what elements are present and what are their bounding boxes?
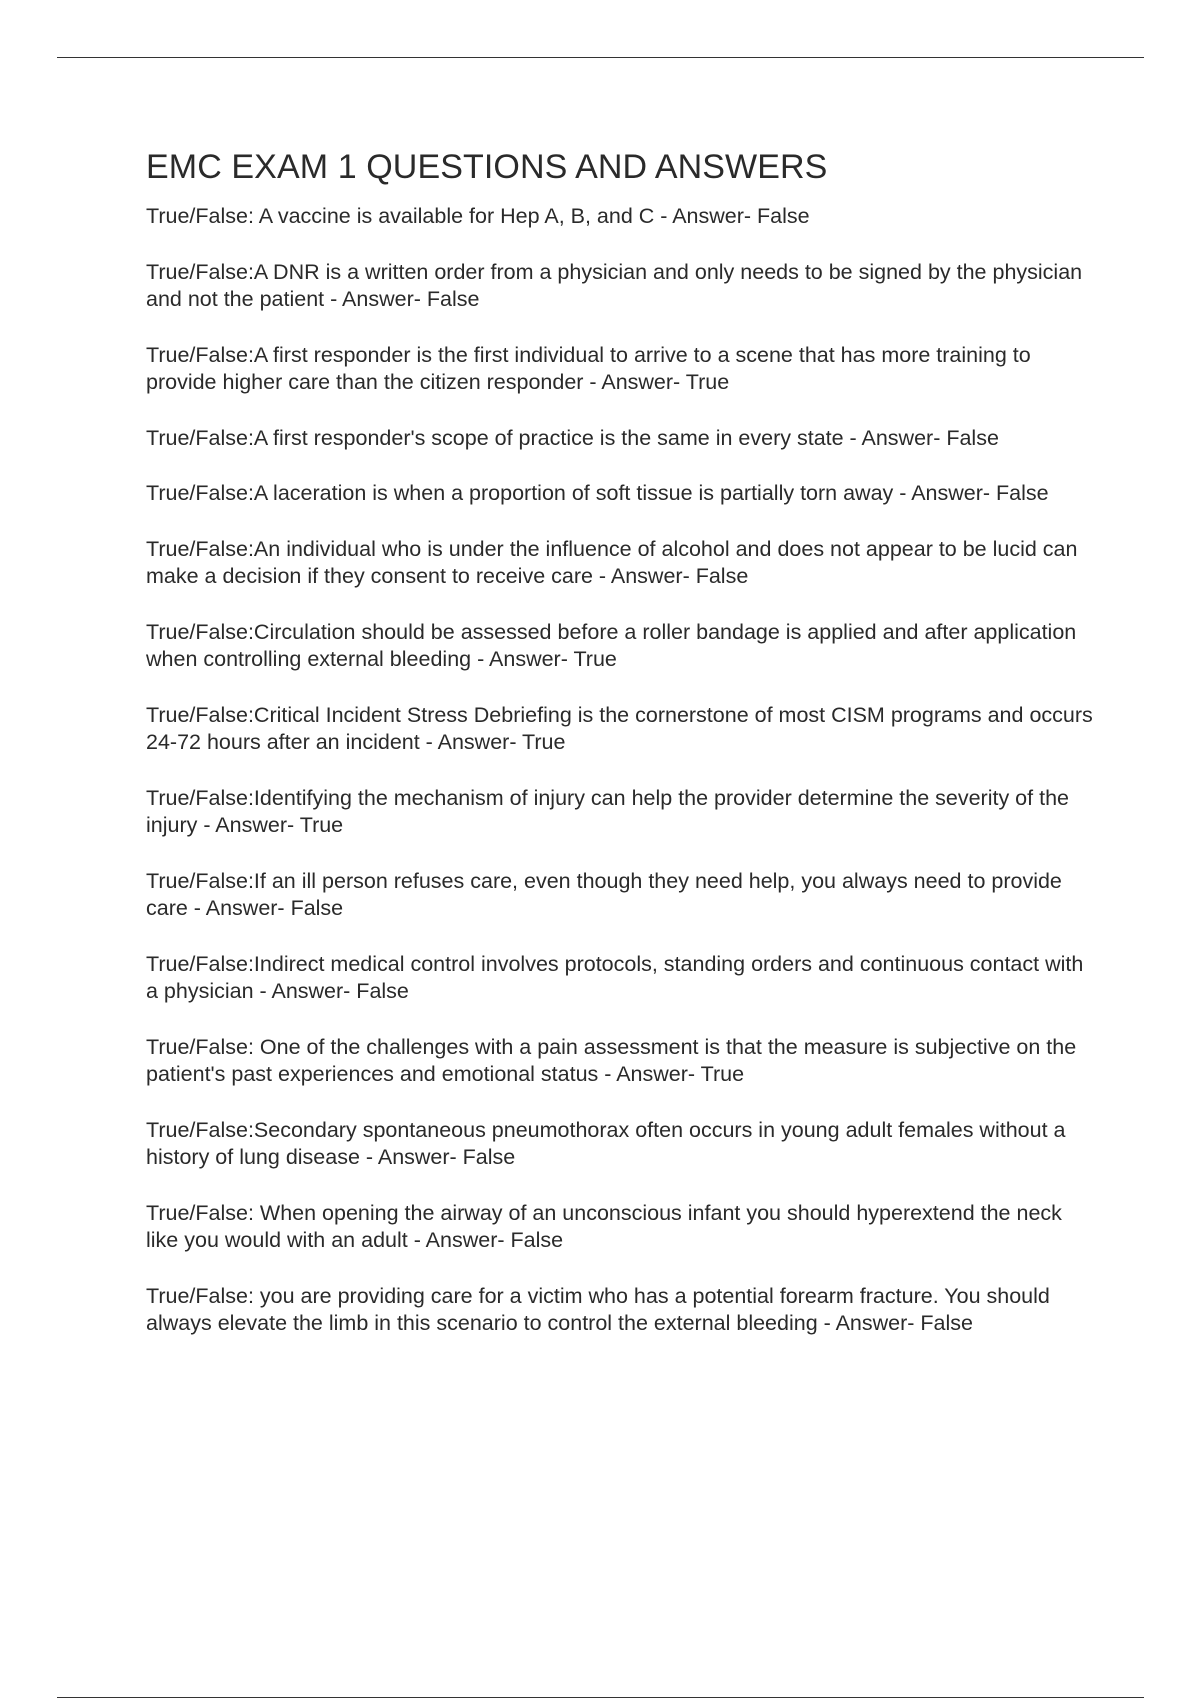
question-list (146, 203, 1096, 1338)
question-item: True/False:Circulation should be assessed before a roller bandage is applied and after application when controlling external bleeding - Answer- True (146, 619, 1077, 671)
question-item: True/False:Secondary spontaneous pneumothorax often occurs in young adult females without a history of lung disease - Answer- False (146, 1117, 1066, 1169)
top-divider (57, 57, 1144, 58)
question-item: True/False:Critical Incident Stress Debriefing is the cornerstone of most CISM programs and occurs 24-72 hours after an incident - Answer- True (146, 702, 1093, 754)
question-item: True/False:A laceration is when a proportion of soft tissue is partially torn away - Answer- False (146, 481, 1049, 505)
document-body (146, 143, 1096, 1366)
question-item: True/False: A vaccine is available for Hep A, B, and C - Answer- False (146, 204, 810, 228)
question-item: True/False:If an ill person refuses care, even though they need help, you always need to provide care - Answer- False (146, 868, 1062, 920)
question-item: True/False: you are providing care for a victim who has a potential forearm fracture. You should always elevate the limb in this scenario to control the external bleeding - Answer- False (146, 1283, 1050, 1335)
question-item: True/False:A first responder is the first individual to arrive to a scene that has more training to provide higher care than the citizen responder - Answer- True (146, 342, 1031, 394)
question-item: True/False:A first responder's scope of practice is the same in every state - Answer- False (146, 425, 999, 450)
bottom-divider (57, 1697, 1144, 1698)
question-item: True/False:Identifying the mechanism of injury can help the provider determine the severity of the injury - Answer- True (146, 785, 1069, 837)
question-item: True/False: One of the challenges with a pain assessment is that the measure is subjective on the patient's past experiences and emotional status - Answer- True (146, 1034, 1077, 1086)
question-item: True/False: When opening the airway of an unconscious infant you should hyperextend the neck like you would with an adult - Answer- False (146, 1200, 1062, 1252)
question-item: True/False:A DNR is a written order from a physician and only needs to be signed by the physician and not the patient - Answer- False (146, 259, 1083, 311)
document-title: EMC EXAM 1 QUESTIONS AND ANSWERS (146, 148, 828, 186)
question-item: True/False:An individual who is under the influence of alcohol and does not appear to be lucid can make a decision if they consent to receive care - Answer- False (146, 536, 1078, 588)
question-item: True/False:Indirect medical control involves protocols, standing orders and continuous contact with a physician - Answer- False (146, 951, 1084, 1003)
